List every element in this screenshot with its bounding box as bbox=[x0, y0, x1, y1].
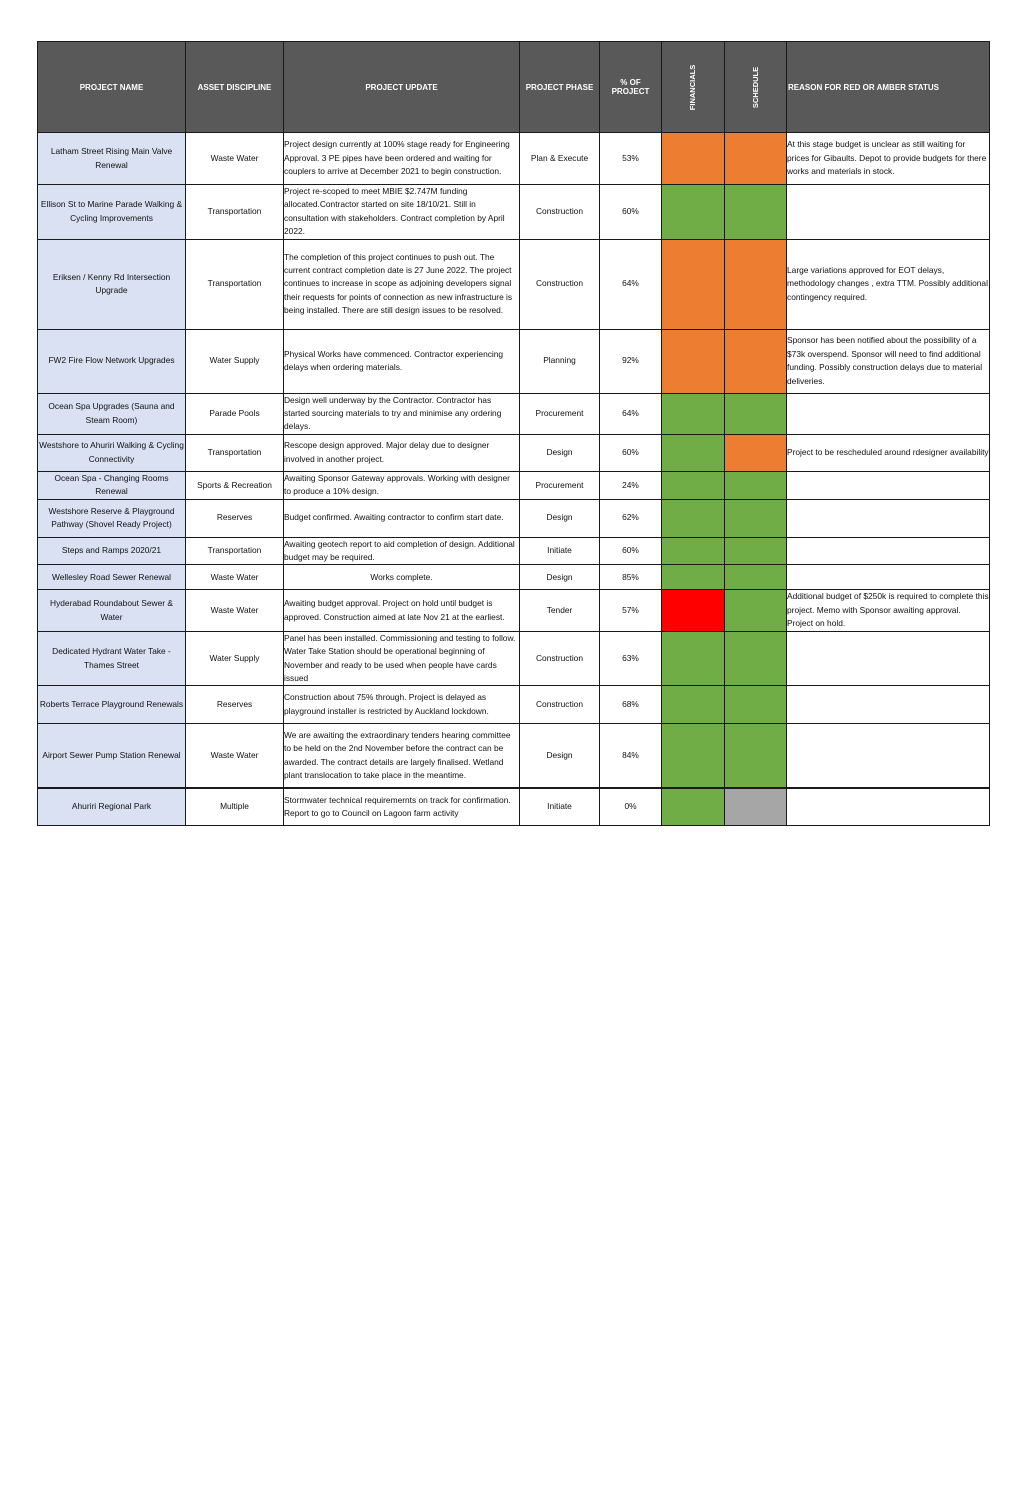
schedule-status-indicator bbox=[725, 239, 787, 329]
project-update-cell: Stormwater technical requiremernts on track for confirmation. Report to go to Council on Lagoon farm activity bbox=[284, 788, 520, 826]
asset-discipline-cell: Water Supply bbox=[186, 329, 284, 393]
project-phase-cell: Design bbox=[520, 565, 600, 590]
project-name-cell: Steps and Ramps 2020/21 bbox=[38, 537, 186, 565]
project-phase-cell: Planning bbox=[520, 329, 600, 393]
financials-status-indicator bbox=[662, 434, 725, 471]
table-row bbox=[38, 185, 990, 240]
table-row bbox=[38, 565, 990, 590]
reason-cell bbox=[787, 686, 990, 724]
project-name-cell: Latham Street Rising Main Valve Renewal bbox=[38, 133, 186, 185]
project-status-table bbox=[37, 41, 990, 826]
asset-discipline-cell: Parade Pools bbox=[186, 393, 284, 434]
header-project-update: PROJECT UPDATE bbox=[284, 42, 520, 133]
financials-status-indicator bbox=[662, 329, 725, 393]
project-phase-cell: Construction bbox=[520, 185, 600, 240]
schedule-status-indicator bbox=[725, 590, 787, 631]
table-row bbox=[38, 788, 990, 826]
project-phase-cell: Plan & Execute bbox=[520, 133, 600, 185]
pct-of-project-cell: 68% bbox=[600, 686, 662, 724]
asset-discipline-cell: Transportation bbox=[186, 185, 284, 240]
project-name-cell: Hyderabad Roundabout Sewer & Water bbox=[38, 590, 186, 631]
schedule-status-indicator bbox=[725, 471, 787, 499]
reason-cell: At this stage budget is unclear as still waiting for prices for Gibaults. Depot to provide budgets for there works and materials in stock. bbox=[787, 133, 990, 185]
table-row bbox=[38, 393, 990, 434]
header-project-name: PROJECT NAME bbox=[38, 42, 186, 133]
table-row bbox=[38, 631, 990, 686]
table-row bbox=[38, 590, 990, 631]
project-update-cell: Budget confirmed. Awaiting contractor to confirm start date. bbox=[284, 499, 520, 537]
project-name-cell: Wellesley Road Sewer Renewal bbox=[38, 565, 186, 590]
project-name-cell: Westshore Reserve & Playground Pathway (Shovel Ready Project) bbox=[38, 499, 186, 537]
pct-of-project-cell: 64% bbox=[600, 239, 662, 329]
table-row bbox=[38, 537, 990, 565]
financials-status-indicator bbox=[662, 788, 725, 826]
pct-of-project-cell: 85% bbox=[600, 565, 662, 590]
reason-cell bbox=[787, 471, 990, 499]
asset-discipline-cell: Reserves bbox=[186, 499, 284, 537]
project-update-cell: Design well underway by the Contractor. Contractor has started sourcing materials to try and minimise any ordering delays. bbox=[284, 393, 520, 434]
project-name-cell: Ocean Spa Upgrades (Sauna and Steam Room) bbox=[38, 393, 186, 434]
financials-status-indicator bbox=[662, 499, 725, 537]
project-update-cell: Panel has been installed. Commissioning and testing to follow. Water Take Station should be operational beginning of November and ready to be used when people have cards issued bbox=[284, 631, 520, 686]
project-name-cell: FW2 Fire Flow Network Upgrades bbox=[38, 329, 186, 393]
pct-of-project-cell: 60% bbox=[600, 434, 662, 471]
project-name-cell: Eriksen / Kenny Rd Intersection Upgrade bbox=[38, 239, 186, 329]
project-update-cell: Awaiting budget approval. Project on hold until budget is approved. Construction aimed at late Nov 21 at the earliest. bbox=[284, 590, 520, 631]
reason-cell bbox=[787, 499, 990, 537]
header-schedule bbox=[725, 42, 787, 133]
schedule-status-indicator bbox=[725, 499, 787, 537]
table-body bbox=[38, 133, 990, 826]
schedule-status-indicator bbox=[725, 686, 787, 724]
reason-cell: Sponsor has been notified about the possibility of a $73k overspend. Sponsor will need to find additional funding. Possibly construction delays due to material deliveries. bbox=[787, 329, 990, 393]
project-update-cell: Works complete. bbox=[284, 565, 520, 590]
project-name-cell: Airport Sewer Pump Station Renewal bbox=[38, 724, 186, 788]
asset-discipline-cell: Waste Water bbox=[186, 724, 284, 788]
schedule-status-indicator bbox=[725, 788, 787, 826]
asset-discipline-cell: Transportation bbox=[186, 239, 284, 329]
project-phase-cell: Design bbox=[520, 434, 600, 471]
financials-status-indicator bbox=[662, 185, 725, 240]
schedule-status-indicator bbox=[725, 329, 787, 393]
project-phase-cell: Construction bbox=[520, 239, 600, 329]
project-phase-cell: Construction bbox=[520, 686, 600, 724]
pct-of-project-cell: 84% bbox=[600, 724, 662, 788]
reason-cell bbox=[787, 631, 990, 686]
schedule-status-indicator bbox=[725, 393, 787, 434]
asset-discipline-cell: Reserves bbox=[186, 686, 284, 724]
table-row bbox=[38, 471, 990, 499]
header-schedule-label: SCHEDULE bbox=[750, 66, 760, 108]
pct-of-project-cell: 53% bbox=[600, 133, 662, 185]
project-update-cell: Project re-scoped to meet MBIE $2.747M funding allocated.Contractor started on site 18/10/21. Still in consultation with stakeholders. Contract completion by April 2022. bbox=[284, 185, 520, 240]
table-row bbox=[38, 499, 990, 537]
financials-status-indicator bbox=[662, 471, 725, 499]
pct-of-project-cell: 24% bbox=[600, 471, 662, 499]
table-row bbox=[38, 329, 990, 393]
project-update-cell: Awaiting Sponsor Gateway approvals. Working with designer to produce a 10% design. bbox=[284, 471, 520, 499]
project-update-cell: We are awaiting the extraordinary tenders hearing committee to be held on the 2nd November before the contract can be awarded. The contract details are largely finalised. Wetland plant translocation to take place in the meantime. bbox=[284, 724, 520, 788]
table-row bbox=[38, 434, 990, 471]
asset-discipline-cell: Waste Water bbox=[186, 565, 284, 590]
financials-status-indicator bbox=[662, 133, 725, 185]
reason-cell: Project to be rescheduled around rdesigner availability bbox=[787, 434, 990, 471]
project-phase-cell: Procurement bbox=[520, 393, 600, 434]
header-row bbox=[38, 42, 990, 133]
financials-status-indicator bbox=[662, 393, 725, 434]
pct-of-project-cell: 0% bbox=[600, 788, 662, 826]
financials-status-indicator bbox=[662, 590, 725, 631]
project-phase-cell: Initiate bbox=[520, 788, 600, 826]
project-phase-cell: Construction bbox=[520, 631, 600, 686]
reason-cell bbox=[787, 565, 990, 590]
schedule-status-indicator bbox=[725, 724, 787, 788]
header-project-phase: PROJECT PHASE bbox=[520, 42, 600, 133]
asset-discipline-cell: Transportation bbox=[186, 537, 284, 565]
table-row bbox=[38, 239, 990, 329]
project-update-cell: The completion of this project continues to push out. The current contract completion date is 27 June 2022. The project continues to increase in scope as adjoining developers signal their requests for points of connection as new infrastructure is being installed. There are still design issues to be resolved. bbox=[284, 239, 520, 329]
header-asset-discipline: ASSET DISCIPLINE bbox=[186, 42, 284, 133]
schedule-status-indicator bbox=[725, 185, 787, 240]
header-pct-of-project: % OF PROJECT bbox=[600, 42, 662, 133]
project-update-cell: Project design currently at 100% stage ready for Engineering Approval. 3 PE pipes have been ordered and waiting for couplers to arrive at December 2021 to begin construction. bbox=[284, 133, 520, 185]
pct-of-project-cell: 57% bbox=[600, 590, 662, 631]
financials-status-indicator bbox=[662, 724, 725, 788]
project-phase-cell: Design bbox=[520, 499, 600, 537]
pct-of-project-cell: 92% bbox=[600, 329, 662, 393]
table-row bbox=[38, 724, 990, 788]
asset-discipline-cell: Water Supply bbox=[186, 631, 284, 686]
table-row bbox=[38, 686, 990, 724]
financials-status-indicator bbox=[662, 565, 725, 590]
reason-cell: Additional budget of $250k is required to complete this project. Memo with Sponsor awaiting approval. Project on hold. bbox=[787, 590, 990, 631]
schedule-status-indicator bbox=[725, 565, 787, 590]
project-update-cell: Awaiting geotech report to aid completion of design. Additional budget may be required. bbox=[284, 537, 520, 565]
financials-status-indicator bbox=[662, 239, 725, 329]
schedule-status-indicator bbox=[725, 133, 787, 185]
project-phase-cell: Initiate bbox=[520, 537, 600, 565]
financials-status-indicator bbox=[662, 686, 725, 724]
project-name-cell: Ellison St to Marine Parade Walking & Cycling Improvements bbox=[38, 185, 186, 240]
reason-cell bbox=[787, 724, 990, 788]
schedule-status-indicator bbox=[725, 537, 787, 565]
pct-of-project-cell: 60% bbox=[600, 537, 662, 565]
project-phase-cell: Procurement bbox=[520, 471, 600, 499]
project-name-cell: Ocean Spa - Changing Rooms Renewal bbox=[38, 471, 186, 499]
project-name-cell: Roberts Terrace Playground Renewals bbox=[38, 686, 186, 724]
asset-discipline-cell: Waste Water bbox=[186, 590, 284, 631]
reason-cell bbox=[787, 537, 990, 565]
project-name-cell: Ahuriri Regional Park bbox=[38, 788, 186, 826]
reason-cell: Large variations approved for EOT delays, methodology changes , extra TTM. Possibly additional contingency required. bbox=[787, 239, 990, 329]
pct-of-project-cell: 62% bbox=[600, 499, 662, 537]
schedule-status-indicator bbox=[725, 631, 787, 686]
asset-discipline-cell: Waste Water bbox=[186, 133, 284, 185]
pct-of-project-cell: 60% bbox=[600, 185, 662, 240]
pct-of-project-cell: 64% bbox=[600, 393, 662, 434]
pct-of-project-cell: 63% bbox=[600, 631, 662, 686]
reason-cell bbox=[787, 185, 990, 240]
financials-status-indicator bbox=[662, 631, 725, 686]
header-financials-label: FINANCIALS bbox=[688, 64, 698, 110]
reason-cell bbox=[787, 393, 990, 434]
asset-discipline-cell: Multiple bbox=[186, 788, 284, 826]
project-phase-cell: Design bbox=[520, 724, 600, 788]
project-name-cell: Westshore to Ahuriri Walking & Cycling Connectivity bbox=[38, 434, 186, 471]
project-update-cell: Physical Works have commenced. Contractor experiencing delays when ordering materials. bbox=[284, 329, 520, 393]
header-financials bbox=[662, 42, 725, 133]
schedule-status-indicator bbox=[725, 434, 787, 471]
asset-discipline-cell: Sports & Recreation bbox=[186, 471, 284, 499]
project-update-cell: Rescope design approved. Major delay due to designer involved in another project. bbox=[284, 434, 520, 471]
header-reason: REASON FOR RED OR AMBER STATUS bbox=[787, 42, 990, 133]
financials-status-indicator bbox=[662, 537, 725, 565]
asset-discipline-cell: Transportation bbox=[186, 434, 284, 471]
project-phase-cell: Tender bbox=[520, 590, 600, 631]
table-row bbox=[38, 133, 990, 185]
reason-cell bbox=[787, 788, 990, 826]
project-update-cell: Construction about 75% through. Project is delayed as playground installer is restricted by Auckland lockdown. bbox=[284, 686, 520, 724]
project-name-cell: Dedicated Hydrant Water Take - Thames Street bbox=[38, 631, 186, 686]
